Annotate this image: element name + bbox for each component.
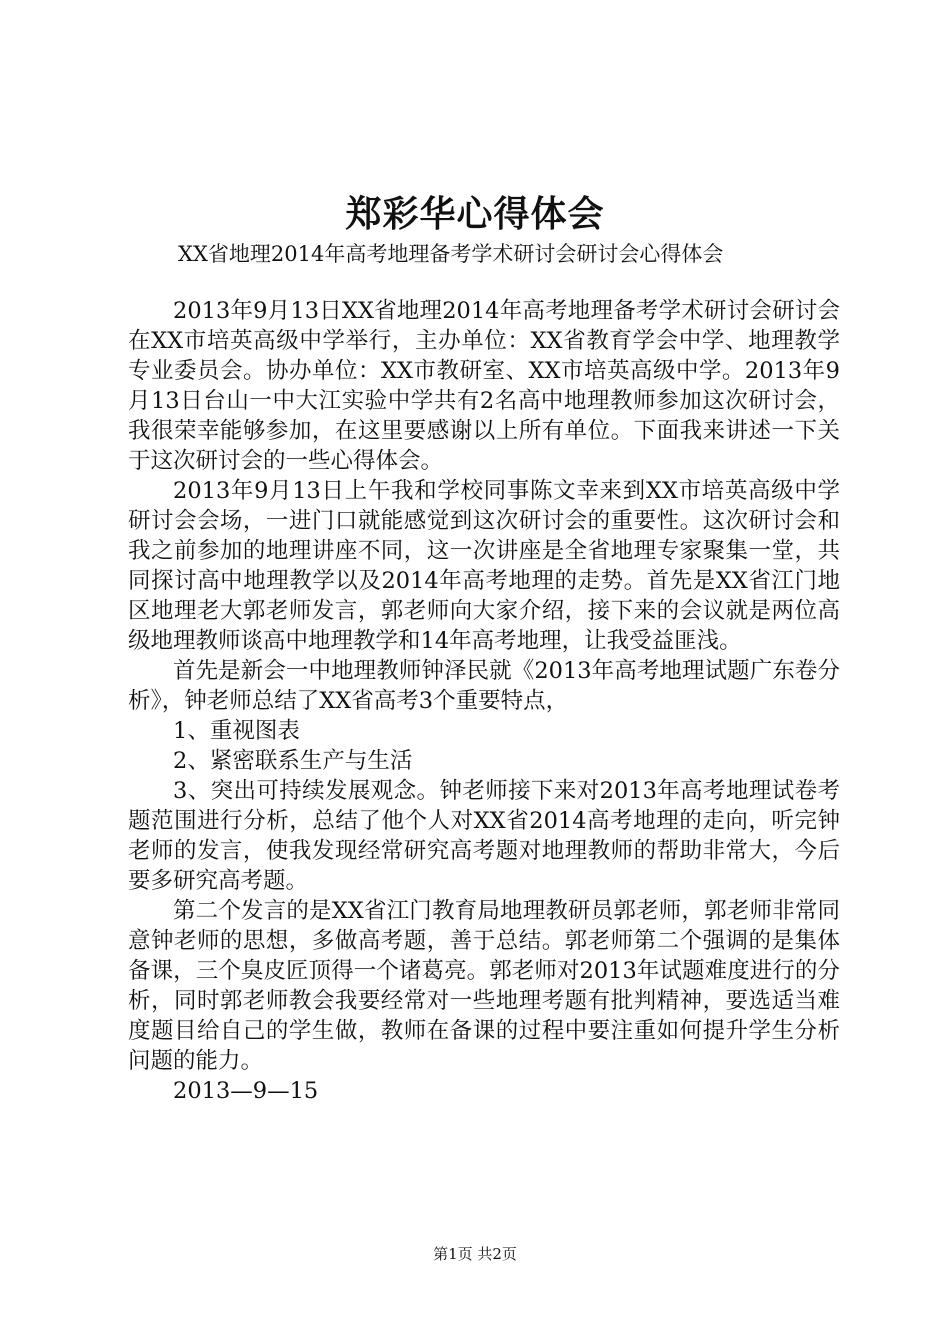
page-number-footer: 第1页 共2页 [433,1245,517,1263]
list-item-3-paragraph: 3、突出可持续发展观念。钟老师接下来对2013年高考地理试卷考题范围进行分析，总结了他个人对XX省2014高考地理的走向，听完钟老师的发言，使我发现经常研究高考题对地理教师的帮助非常大，今后要多研究高考题。 [128,778,840,894]
document-subtitle: XX省地理2014年高考地理备考学术研讨会研讨会心得体会 [178,242,724,266]
document-title: 郑彩华心得体会 [345,193,605,235]
list-item-2: 2、紧密联系生产与生活 [173,748,413,774]
paragraph-intro: 2013年9月13日XX省地理2014年高考地理备考学术研讨会研讨会在XX市培英高级中学举行，主办单位：XX省教育学会中学、地理教学专业委员会。协办单位：XX市教研室、XX市培英高级中学。2013年9月13日台山一中大江实验中学共有2名高中地理教师参加这次研讨会，我很荣幸能够参加，在这里要感谢以上所有单位。下面我来讲述一下关于这次研讨会的一些心得体会。 [128,298,840,474]
paragraph-arrival: 2013年9月13日上午我和学校同事陈文幸来到XX市培英高级中学研讨会会场，一进门口就能感觉到这次研讨会的重要性。这次研讨会和我之前参加的地理讲座不同，这一次讲座是全省地理专家聚集一堂，共同探讨高中地理教学以及2014年高考地理的走势。首先是XX省江门地区地理老大郭老师发言，郭老师向大家介绍，接下来的会议就是两位高级地理教师谈高中地理教学和14年高考地理，让我受益匪浅。 [128,478,840,654]
paragraph-second-speaker: 第二个发言的是XX省江门教育局地理教研员郭老师，郭老师非常同意钟老师的思想，多做高考题，善于总结。郭老师第二个强调的是集体备课，三个臭皮匠顶得一个诸葛亮。郭老师对2013年试题难度进行的分析，同时郭老师教会我要经常对一些地理考题有批判精神，要选适当难度题目给自己的学生做，教师在备课的过程中要注重如何提升学生分析问题的能力。 [128,898,840,1074]
paragraph-first-speaker: 首先是新会一中地理教师钟泽民就《2013年高考地理试题广东卷分析》，钟老师总结了XX省高考3个重要特点， [128,658,840,714]
document-date: 2013—9—15 [173,1078,319,1104]
document-body [128,296,840,1106]
list-item-1: 1、重视图表 [173,718,300,744]
